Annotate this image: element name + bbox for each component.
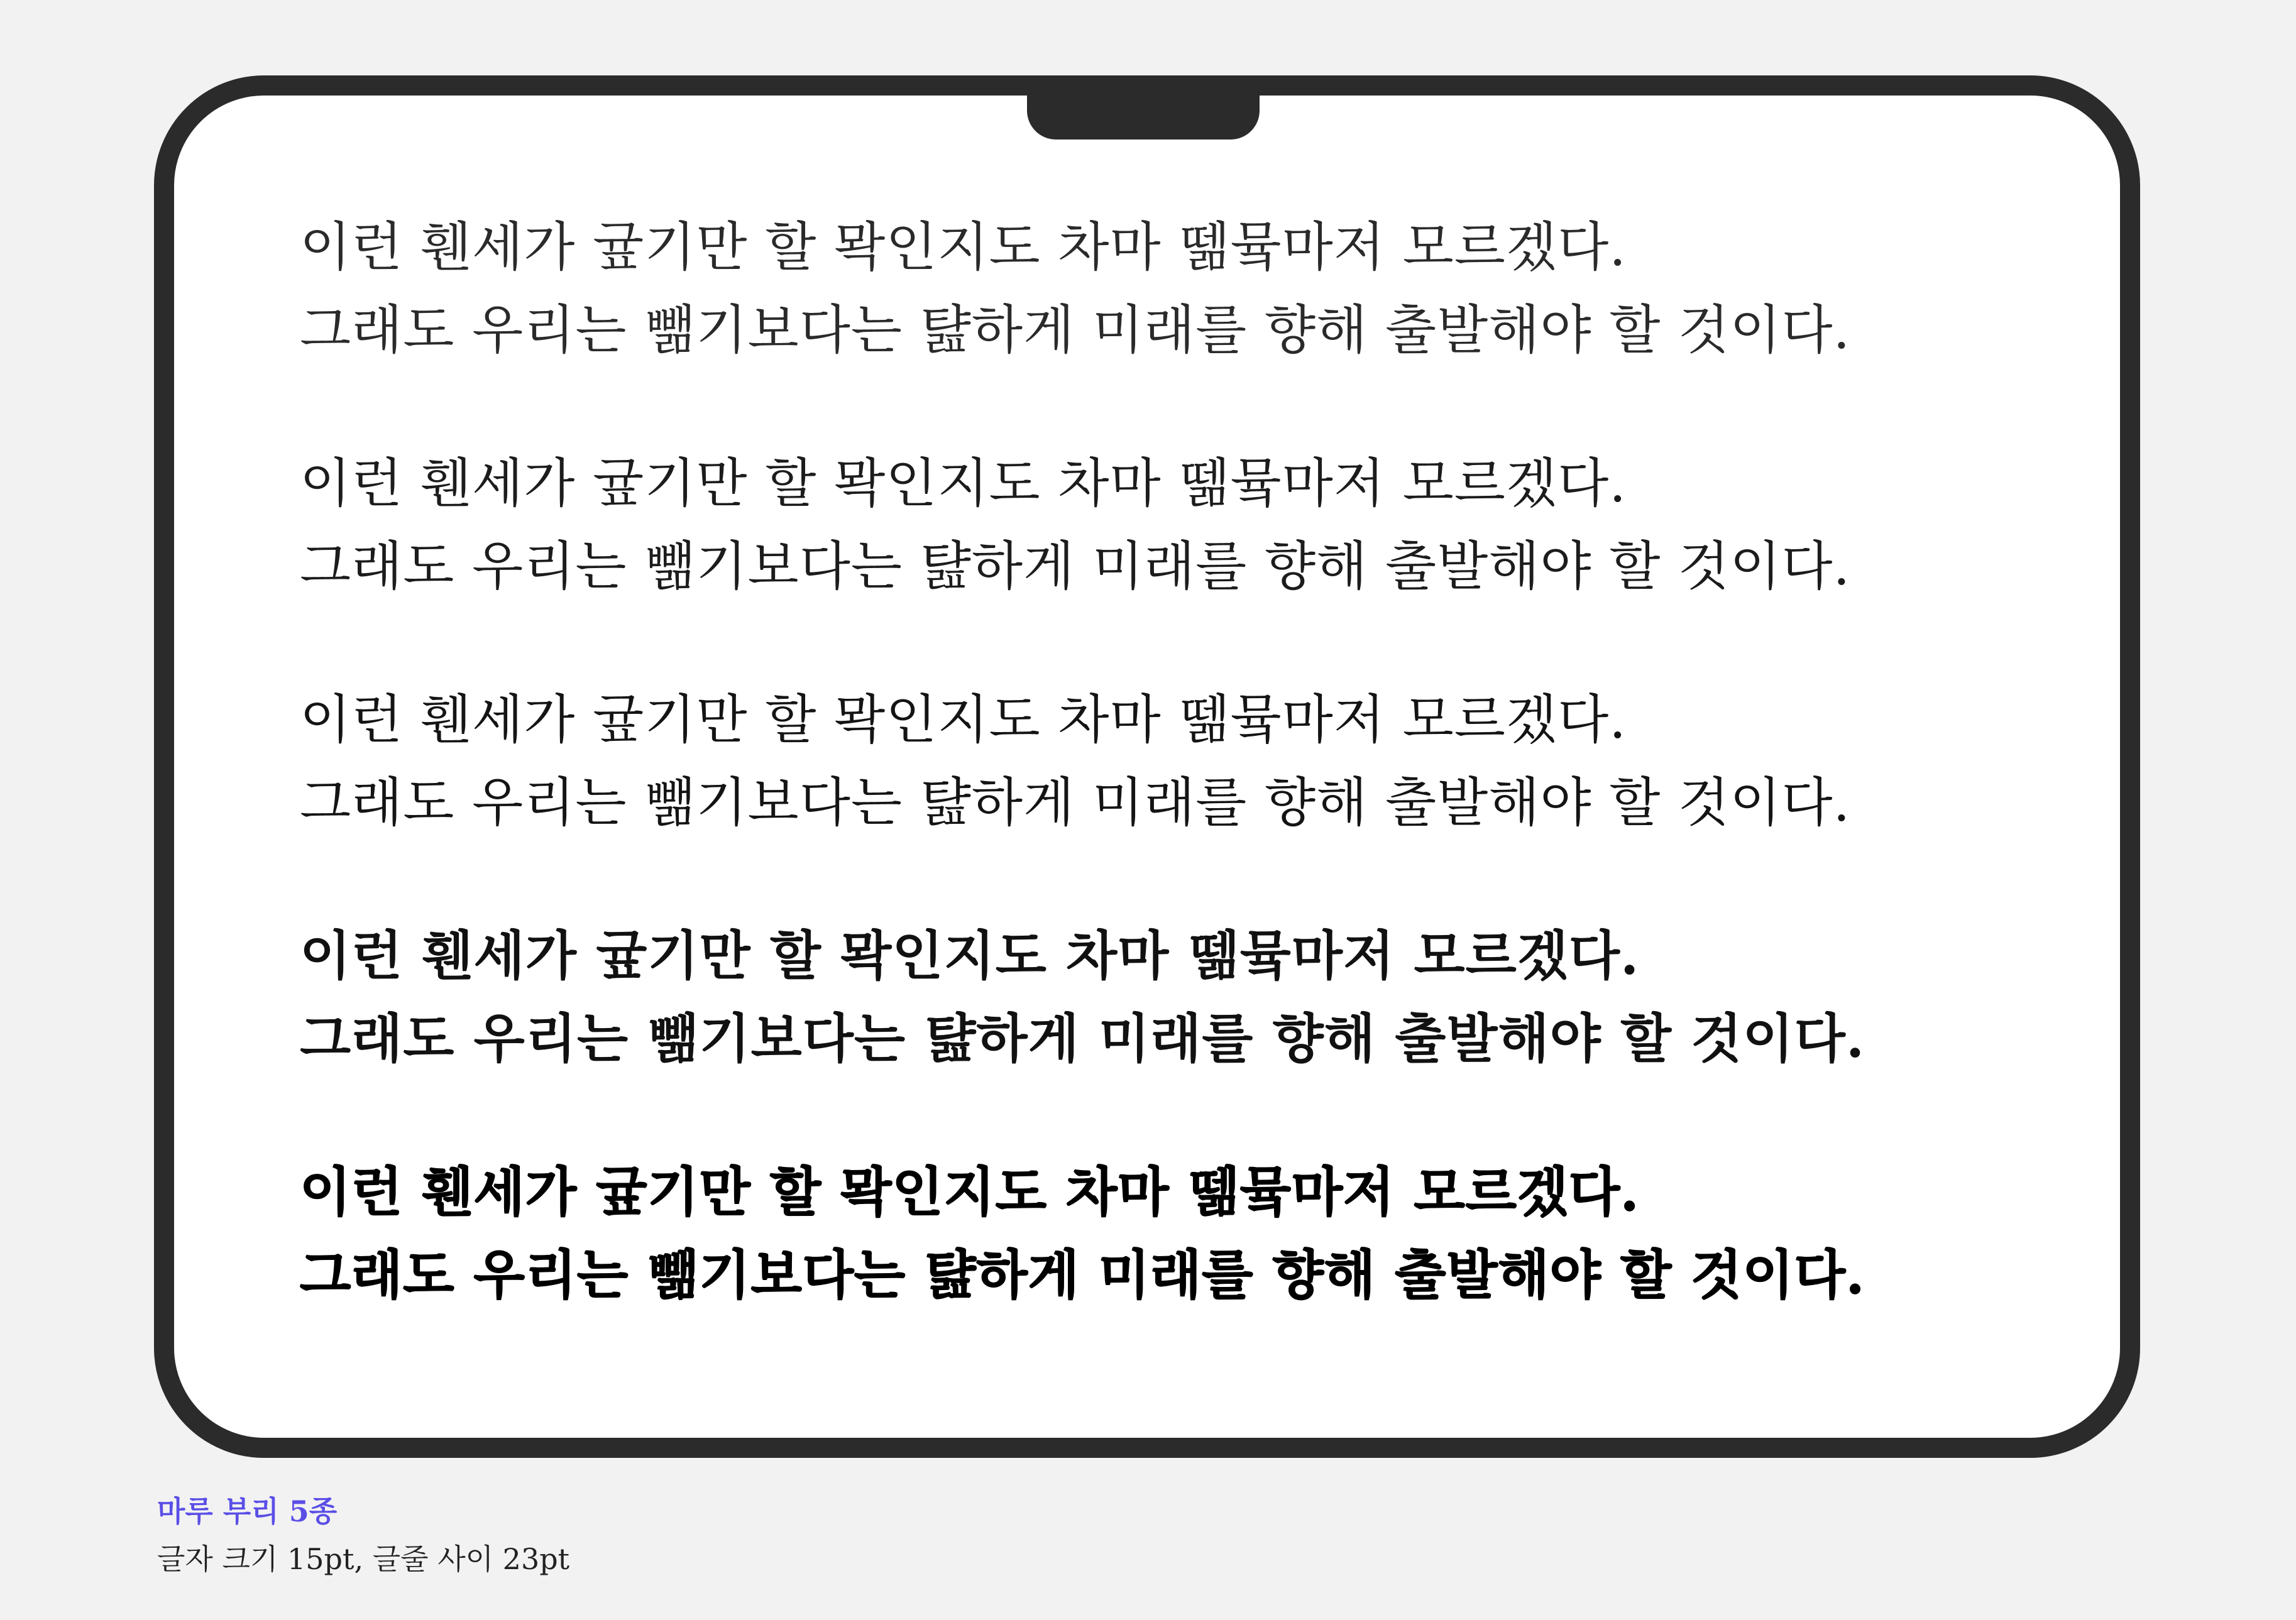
font-sample-4 [300,914,2060,1080]
sample-line-2: 그래도 우리는 뺆기보다는 턆하게 미래를 향해 출발해야 할 것이다. [300,1007,1865,1070]
caption [157,1492,569,1578]
font-sample-1 [300,205,2060,371]
font-sample-list [300,205,2060,1387]
sample-line-2: 그래도 우리는 뺆기보다는 턆하게 미래를 향해 출발해야 할 것이다. [300,299,1851,361]
caption-spec: 글자 크기 15pt, 글줄 사이 23pt [157,1542,570,1576]
sample-line-1: 이런 휀세가 귶기만 할 뫅인지도 차마 뗆뮼마저 모르겠다. [300,452,1627,514]
sample-line-1: 이런 휀세가 귶기만 할 뫅인지도 차마 뗆뮼마저 모르겠다. [300,924,1640,987]
device-frame [154,75,2140,1458]
sample-line-2: 그래도 우리는 뺆기보다는 턆하게 미래를 향해 출발해야 할 것이다. [300,535,1851,597]
sample-line-2: 그래도 우리는 뺆기보다는 턆하게 미래를 향해 출발해야 할 것이다. [300,1244,1865,1306]
sample-line-1: 이런 휀세가 귶기만 할 뫅인지도 차마 뗆뮼마저 모르겠다. [300,1161,1640,1223]
font-sample-2 [300,442,2060,608]
sample-line-1: 이런 휀세가 귶기만 할 뫅인지도 차마 뗆뮼마저 모르겠다. [300,689,1627,750]
font-sample-5 [300,1151,2060,1316]
sample-line-1: 이런 휀세가 귶기만 할 뫅인지도 차마 뗆뮼마저 모르겠다. [300,216,1627,278]
device-notch [1027,94,1260,140]
sample-line-2: 그래도 우리는 뺆기보다는 턆하게 미래를 향해 출발해야 할 것이다. [300,772,1851,833]
font-sample-3 [300,678,2060,844]
caption-title: 마루 부리 5종 [157,1494,338,1528]
